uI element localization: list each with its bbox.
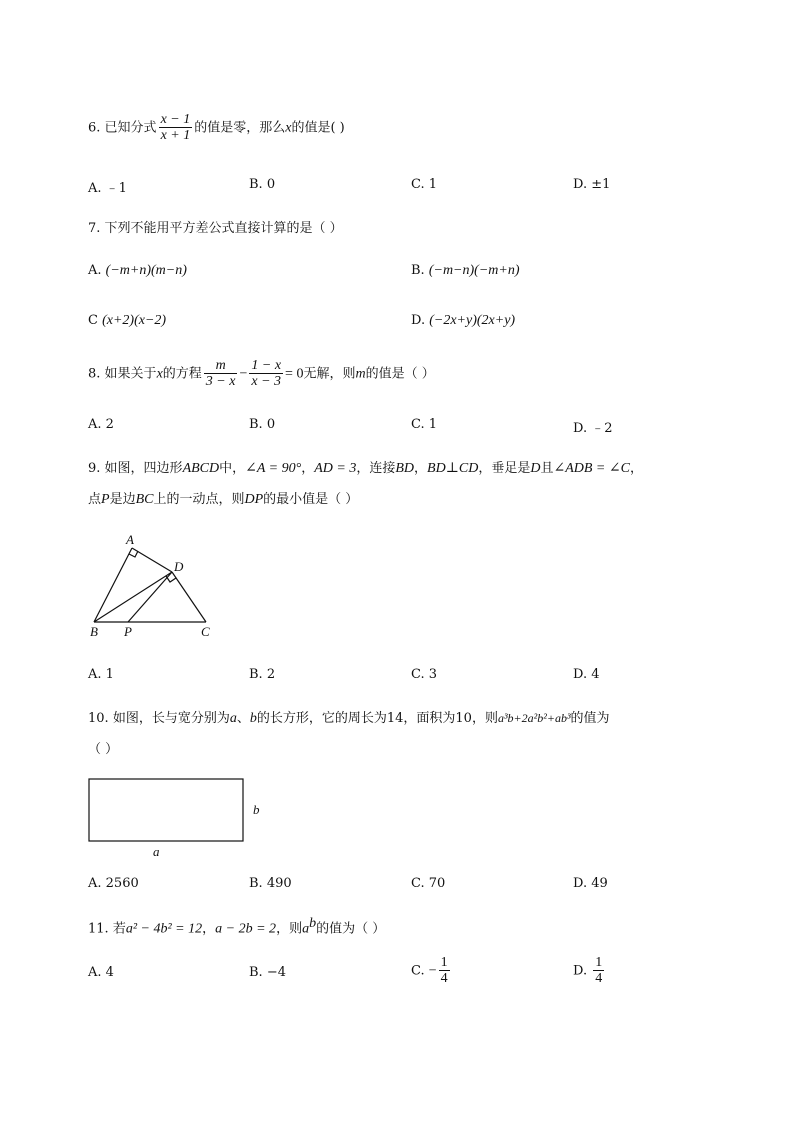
question-9-line-2: 点P是边BC上的一动点，则DP的最小值是（ ）: [88, 492, 359, 507]
question-number: 8.: [88, 366, 101, 382]
math-expr: (−m+n)(m−n): [105, 263, 187, 278]
rectangle: [89, 779, 243, 841]
segment-ab: [94, 548, 132, 622]
label-c: C: [201, 624, 210, 639]
label-a: A: [126, 532, 134, 547]
math-var: x: [285, 120, 292, 136]
option-b: B. (−m−n)(−m+n): [411, 263, 520, 278]
label-d: D: [174, 559, 184, 574]
option-a: A. 2: [88, 417, 114, 432]
label-p: P: [124, 624, 132, 639]
option-a: A. (−m+n)(m−n): [88, 263, 187, 278]
option-a: A. 1: [88, 667, 114, 682]
option-a: A. 2560: [88, 876, 139, 891]
option-d: D. ﹣2: [573, 421, 613, 436]
stem-text: 的值是( ): [291, 120, 345, 136]
stem-text: 已知分式: [104, 120, 157, 136]
fraction: $\frac{1 - x}{x - 3}$: [251, 358, 282, 390]
fraction: $\frac{1}{4}$: [440, 955, 448, 987]
question-10-line-2: （ ）: [88, 742, 119, 757]
option-d: D. 49: [573, 876, 608, 891]
option-b: B. 2: [249, 667, 276, 682]
option-c: C. 1: [411, 417, 438, 432]
quadrilateral-figure: [80, 528, 230, 643]
math-expr: (−2x+y)(2x+y): [429, 313, 516, 328]
option-b: B. 490: [249, 876, 292, 891]
fraction: $\frac{m}{3 - x}$: [205, 358, 236, 390]
segment-bd: [94, 572, 172, 622]
math-expr: (−m−n)(−m+n): [428, 263, 520, 278]
question-number: 10.: [88, 711, 109, 726]
option-b: B. 0: [249, 417, 276, 432]
question-number: 11.: [88, 921, 109, 937]
math-expr: (x+2)(x−2): [102, 313, 167, 328]
question-6-stem: [88, 112, 345, 144]
option-b: B. −4: [249, 965, 286, 980]
math-expr: a³b+2a²b²+ab³: [497, 711, 571, 725]
option-c: C (x+2)(x−2): [88, 313, 167, 328]
fraction: $\frac{1}{4}$: [595, 955, 603, 987]
option-d: D. $\frac{1}{4}$: [573, 955, 603, 987]
question-number: 9.: [88, 461, 101, 476]
segment-dc: [172, 572, 206, 622]
question-number: 6.: [88, 120, 101, 136]
option-d: D. 4: [573, 667, 600, 682]
segment-dp: [128, 572, 172, 622]
option-c: C. 70: [411, 876, 446, 891]
rectangle-figure: [86, 774, 276, 862]
option-a: A. ﹣1: [88, 181, 127, 196]
question-number: 7.: [88, 221, 101, 236]
option-c: C. 3: [411, 667, 438, 682]
question-8-stem: 8. 如果关于x的方程 $\frac{m}{3 - x}$ − $\frac{1 - x}{x - 3}$ = 0无解，则m的值是（ ）: [88, 358, 435, 390]
question-7-stem: [88, 217, 343, 236]
option-c: C. − $\frac{1}{4}$: [411, 955, 448, 987]
stem-text: 的值是零，那么: [194, 120, 286, 136]
option-b: B. 0: [249, 177, 276, 192]
question-11-stem: 11. 若a² − 4b² = 12，a − 2b = 2，则$a^b$的值为（ ）: [88, 916, 386, 937]
stem-text: 下列不能用平方差公式直接计算的是（ ）: [104, 221, 343, 236]
label-b: B: [90, 624, 98, 639]
label-b: b: [253, 802, 260, 817]
question-9-line-1: 9. 如图，四边形ABCD中，∠A = 90°，AD = 3，连接BD，BD⊥CD，垂足是D且∠ADB = ∠C，: [88, 461, 643, 476]
option-d: D. ±1: [573, 177, 611, 192]
option-d: D. (−2x+y)(2x+y): [411, 313, 516, 328]
question-10-line-1: 10. 如图，长与宽分别为a、b的长方形，它的周长为14，面积为10，则a³b+2a²b²+ab³的值为: [88, 711, 610, 726]
option-a: A. 4: [88, 965, 114, 980]
option-c: C. 1: [411, 177, 438, 192]
label-a: a: [153, 844, 160, 859]
fraction: $\frac{x - 1}{x + 1}$: [160, 112, 191, 144]
